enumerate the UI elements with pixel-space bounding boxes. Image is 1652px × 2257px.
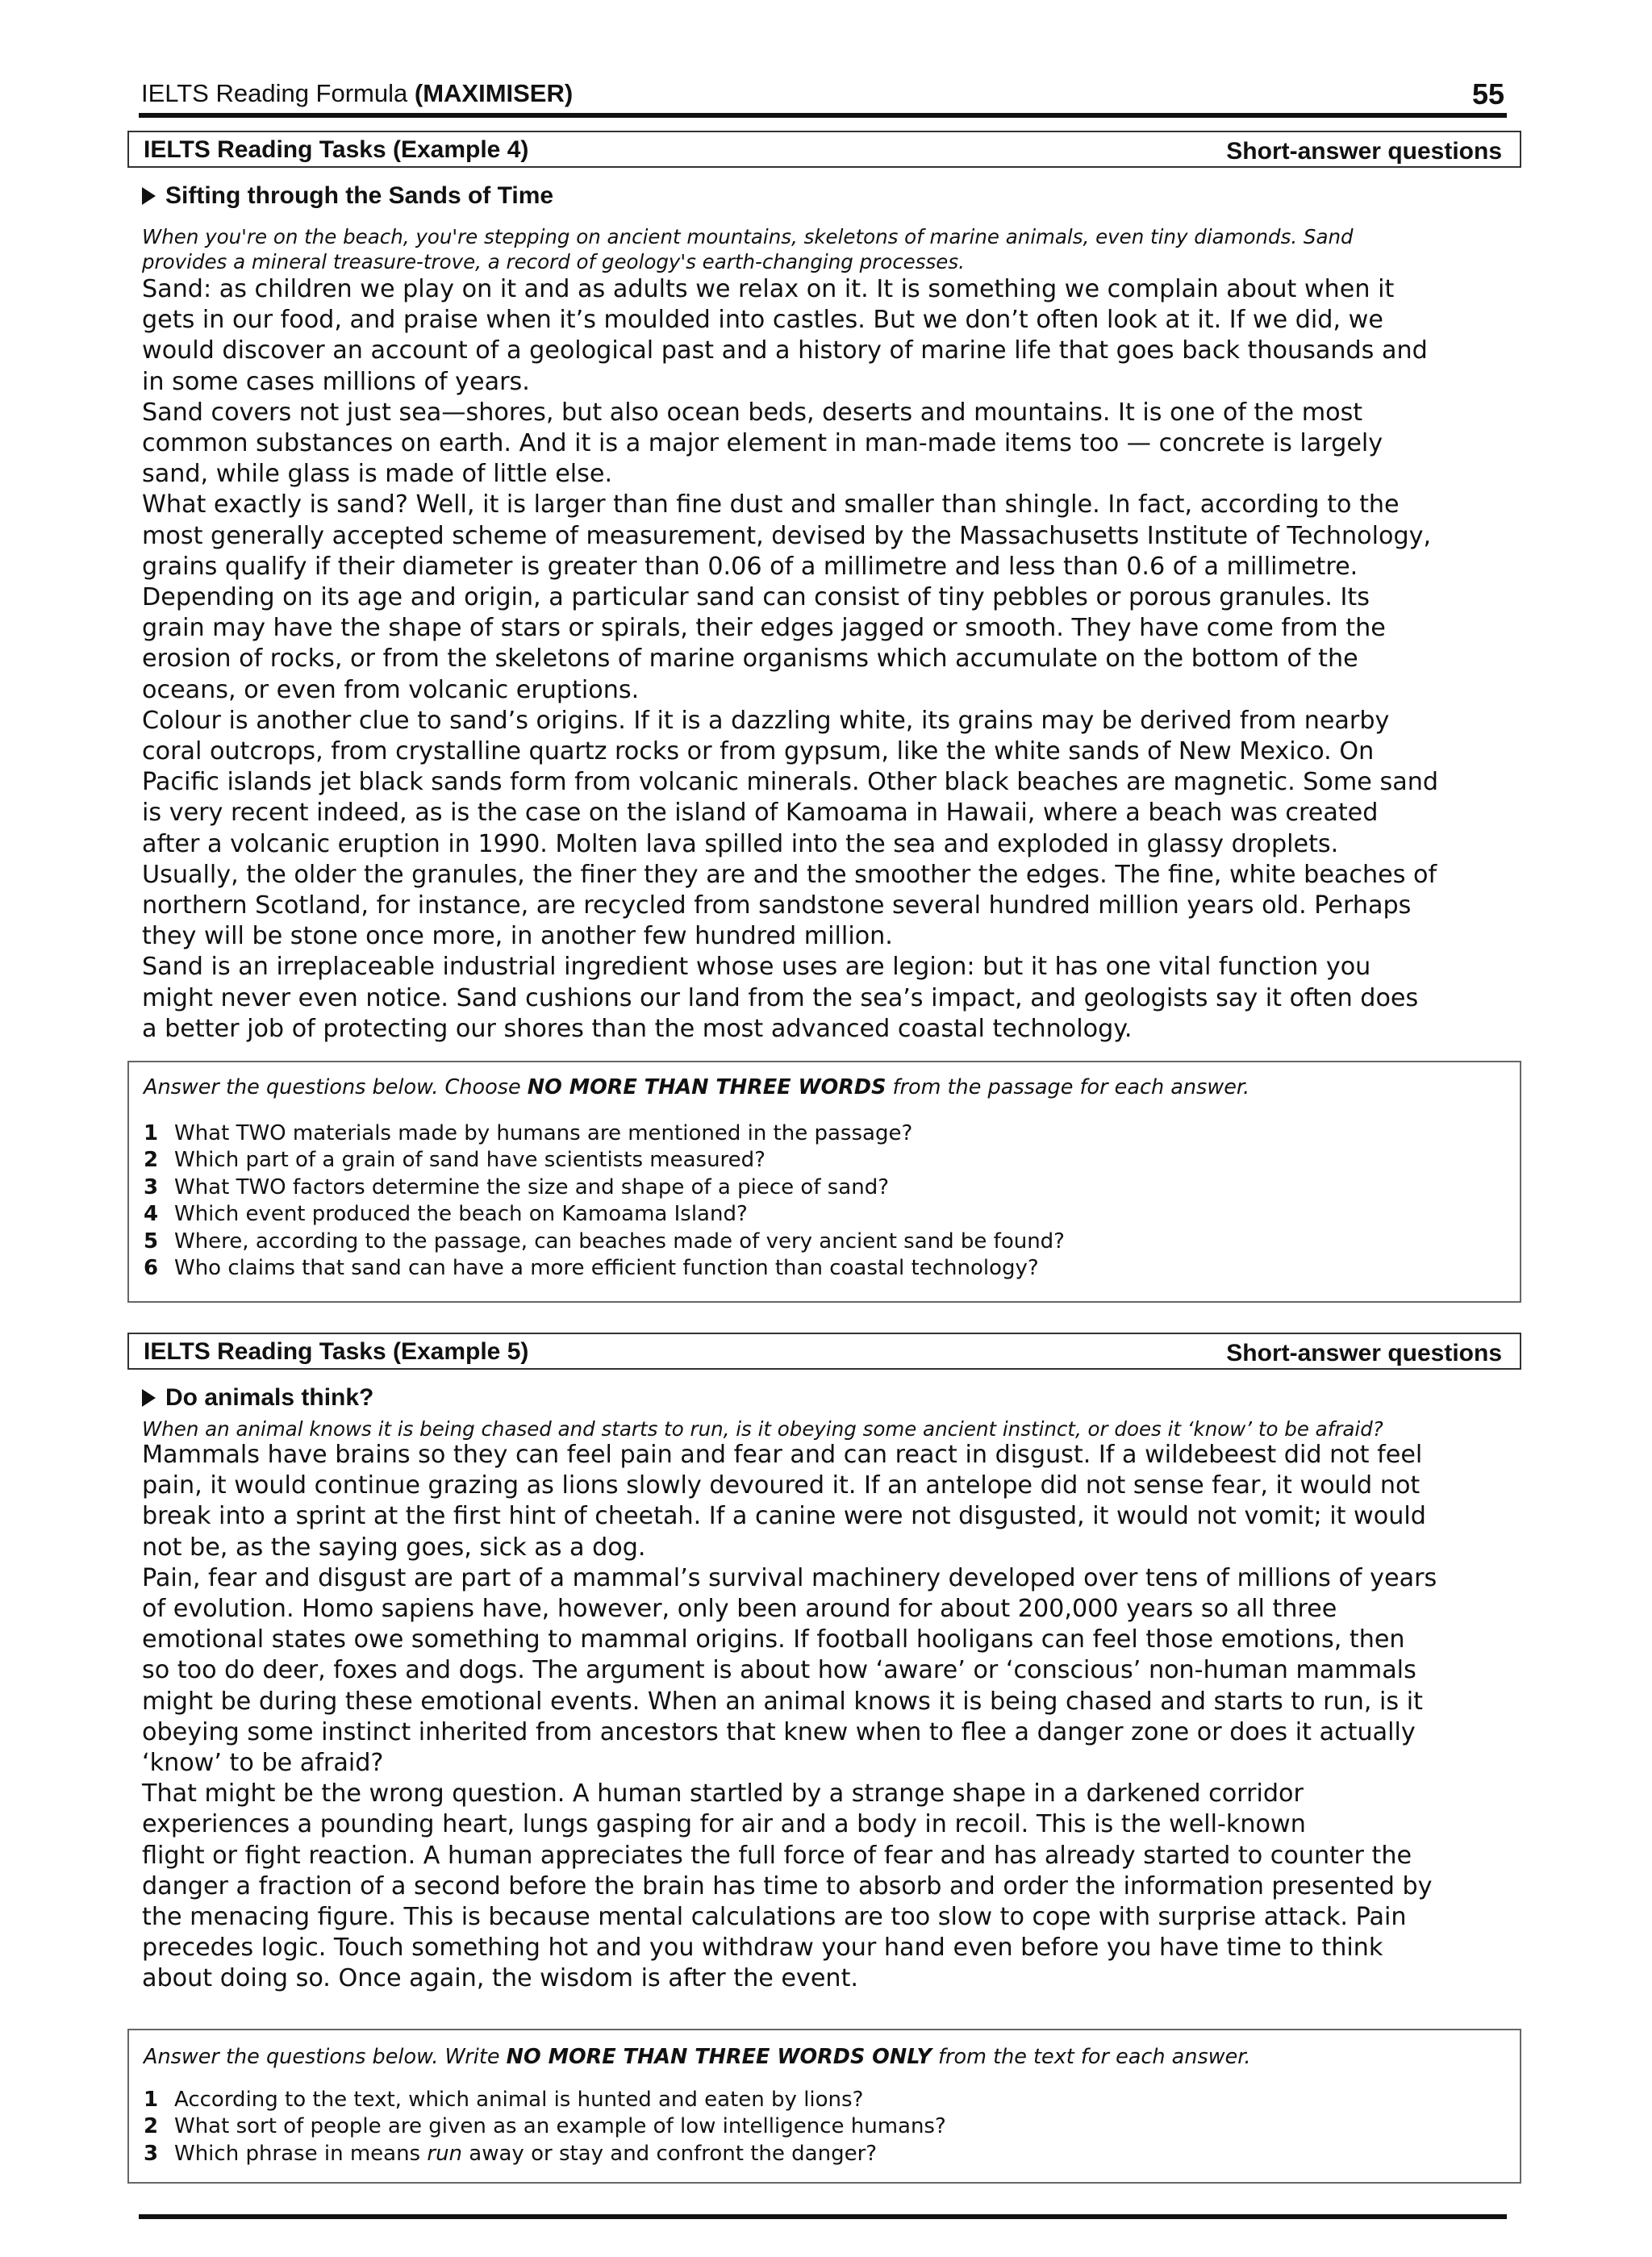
instruction-emphasis: NO MORE THAN THREE WORDS [527,1075,886,1099]
task4-header [127,131,1521,168]
line: ‘know’ to be afraid? [142,1749,384,1778]
line: might be during these emotional events. When an animal knows it is being chased and starts to run, is it [142,1687,1423,1716]
question-item [144,1201,1065,1228]
line: coral outcrops, from crystalline quartz rocks or from gypsum, like the white sands of New Mexico. On [142,737,1375,766]
line: Colour is another clue to sand’s origins. If it is a dazzling white, its grains may be derived from nearby [142,706,1390,735]
line: emotional states owe something to mammal origins. If football hooligans can feel those emotions, then [142,1625,1405,1654]
task5-passage-title-text: Do animals think? [165,1384,374,1411]
question-item [144,1120,1065,1147]
question-text: What TWO factors determine the size and shape of a piece of sand? [174,1174,889,1199]
question-text: Which event produced the beach on Kamoama Island? [174,1202,748,1227]
book-title-bold: (MAXIMISER) [414,79,574,107]
question-number: 4 [144,1202,159,1227]
task4-paragraph [142,274,1521,398]
line: Sand: as children we play on it and as adults we relax on it. It is something we complain about when it [142,275,1395,303]
task4-paragraph [142,490,1521,705]
task4-instruction [144,1075,1249,1099]
line: break into a sprint at the first hint of cheetah. If a canine were not disgusted, it would not vomit; it would [142,1502,1426,1531]
line: pain, it would continue grazing as lions slowly devoured it. If an antelope did not sense fear, it would not [142,1471,1420,1500]
task4-question-list [144,1120,1065,1282]
page-number: 55 [1471,77,1504,111]
question-text: What TWO materials made by humans are mentioned in the passage? [174,1121,913,1145]
task4-intro-line: provides a mineral treasure-trove, a record of geology's earth-changing processes. [142,250,965,273]
question-number: 5 [144,1229,159,1254]
question-number: 2 [144,1148,159,1173]
triangle-bullet-icon [142,187,156,205]
line: might never even notice. Sand cushions our land from the sea’s impact, and geologists say it often does [142,983,1419,1012]
line: about doing so. Once again, the wisdom is after the event. [142,1964,858,1993]
question-item [144,1174,1065,1201]
question-number: 1 [144,2088,159,2112]
task5-title: IELTS Reading Tasks (Example 5) [144,1338,529,1365]
task5-paragraph [142,1440,1521,1563]
question-item [144,2087,946,2113]
question-text: Which phrase in means [174,2141,428,2166]
line: obeying some instinct inherited from ancestors that knew when to flee a danger zone or does it actually [142,1717,1416,1746]
line: Sand covers not just sea—shores, but also ocean beds, deserts and mountains. It is one of the most [142,398,1363,427]
line: grain may have the shape of stars or spirals, their edges jagged or smooth. They have come from the [142,614,1386,643]
task4-type: Short-answer questions [1226,138,1502,165]
task4-intro-line: When you're on the beach, you're stepping on ancient mountains, skeletons of marine animals, even tiny diamonds. Sand [142,225,1354,248]
task4-question-box [127,1061,1521,1303]
question-item [144,1229,1065,1255]
instruction-text: from the text for each answer. [931,2045,1251,2069]
instruction-text: from the passage for each answer. [886,1075,1250,1099]
task4-paragraph [142,398,1521,490]
line: grains qualify if their diameter is greater than 0.06 of a millimetre and less than 0.6 of a millimetre. [142,552,1358,581]
line: common substances on earth. And it is a major element in man-made items too — concrete is largely [142,429,1383,458]
line: experiences a pounding heart, lungs gasping for air and a body in recoil. This is the well-known [142,1810,1306,1839]
line: most generally accepted scheme of measurement, devised by the Massachusetts Institute of Technology, [142,521,1432,550]
question-text: away or stay and confront the danger? [462,2141,878,2166]
line: precedes logic. Touch something hot and you withdraw your hand even before you have time to think [142,1934,1383,1963]
footer-rule [139,2214,1507,2219]
line: What exactly is sand? Well, it is larger than fine dust and smaller than shingle. In fact, according to the [142,490,1400,519]
line: Mammals have brains so they can feel pain and fear and can react in disgust. If a wildebeest did not feel [142,1441,1423,1469]
task5-passage [142,1440,1521,1995]
instruction-emphasis: NO MORE THAN THREE WORDS ONLY [506,2045,932,2069]
line: erosion of rocks, or from the skeletons of marine organisms which accumulate on the bottom of the [142,645,1358,674]
question-text-emphasis: run [427,2141,463,2166]
task4-passage-title-text: Sifting through the Sands of Time [165,182,554,209]
line: is very recent indeed, as is the case on the island of Kamoama in Hawaii, where a beach was created [142,799,1379,828]
task4-intro [142,224,1513,274]
instruction-text: Answer the questions below. Choose [144,1075,528,1099]
question-text: What sort of people are given as an example of low intelligence humans? [174,2114,946,2139]
line: in some cases millions of years. [142,367,530,396]
line: danger a fraction of a second before the brain has time to absorb and order the information presented by [142,1871,1433,1900]
line: they will be stone once more, in another few hundred million. [142,922,893,951]
line: Depending on its age and origin, a particular sand can consist of tiny pebbles or porous granules. Its [142,583,1370,612]
instruction-text: Answer the questions below. Write [144,2045,507,2069]
line: flight or fight reaction. A human appreciates the full force of fear and has already started to counter the [142,1841,1412,1870]
task5-question-box [127,2029,1521,2184]
line: Sand is an irreplaceable industrial ingredient whose uses are legion: but it has one vital function you [142,953,1371,982]
line: Pacific islands jet black sands form from volcanic minerals. Other black beaches are magnetic. Some sand [142,768,1438,797]
task4-title: IELTS Reading Tasks (Example 4) [144,136,529,163]
question-text: Who claims that sand can have a more efficient function than coastal technology? [174,1256,1039,1281]
task4-passage [142,274,1521,1045]
question-text: Where, according to the passage, can beaches made of very ancient sand be found? [174,1229,1065,1254]
line: Usually, the older the granules, the finer they are and the smoother the edges. The fine, white beaches of [142,860,1437,889]
task5-paragraph [142,1779,1521,1994]
question-text: According to the text, which animal is hunted and eaten by lions? [174,2088,864,2112]
question-number: 2 [144,2114,159,2139]
book-title-prefix: IELTS Reading Formula [141,79,408,107]
question-number: 6 [144,1256,159,1281]
line: the menacing figure. This is because mental calculations are too slow to cope with surprise attack. Pain [142,1903,1407,1932]
task5-instruction [144,2045,1251,2069]
question-number: 3 [144,2141,159,2166]
question-number: 1 [144,1121,159,1145]
line: sand, while glass is made of little else. [142,460,613,489]
line: oceans, or even from volcanic eruptions. [142,675,640,704]
task5-passage-title [142,1384,373,1412]
question-item [144,2141,946,2167]
line: Pain, fear and disgust are part of a mammal’s survival machinery developed over tens of millions of years [142,1563,1437,1592]
task5-intro-line: When an animal knows it is being chased and starts to run, is it obeying some ancient instinct, or does it ‘know’ to be afraid? [142,1417,1383,1441]
book-title [141,79,573,108]
task4-passage-title [142,182,553,210]
task5-question-list [144,2087,946,2167]
task4-paragraph [142,952,1521,1045]
header-rule [139,113,1507,118]
line: after a volcanic eruption in 1990. Molten lava spilled into the sea and exploded in glassy droplets. [142,829,1339,858]
question-item [144,1147,1065,1174]
triangle-bullet-icon [142,1389,156,1407]
question-item [144,1255,1065,1282]
task5-paragraph [142,1563,1521,1779]
line: northern Scotland, for instance, are recycled from sandstone several hundred million years old. Perhaps [142,891,1412,920]
line: of evolution. Homo sapiens have, however, only been around for about 200,000 years so all three [142,1595,1337,1624]
line: so too do deer, foxes and dogs. The argument is about how ‘aware’ or ‘conscious’ non-human mammals [142,1656,1416,1685]
question-item [144,2113,946,2140]
line: would discover an account of a geological past and a history of marine life that goes back thousands and [142,336,1428,365]
line: gets in our food, and praise when it’s moulded into castles. But we don’t often look at it. If we did, we [142,306,1383,335]
task5-type: Short-answer questions [1226,1340,1502,1366]
line: That might be the wrong question. A human startled by a strange shape in a darkened corridor [142,1779,1304,1809]
line: a better job of protecting our shores than the most advanced coastal technology. [142,1014,1133,1043]
question-number: 3 [144,1174,159,1199]
page-header [141,74,1504,113]
task5-intro [142,1416,1513,1441]
question-text: Which part of a grain of sand have scientists measured? [174,1148,766,1173]
task4-paragraph [142,706,1521,953]
line: not be, as the saying goes, sick as a dog. [142,1533,646,1562]
task5-header [127,1333,1521,1370]
